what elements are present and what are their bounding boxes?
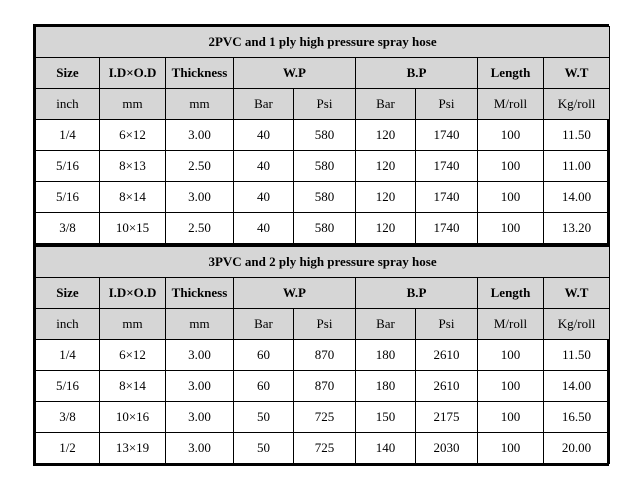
table-cell: 580 [294,213,356,245]
table-cell: 100 [478,371,544,402]
unit-cell: Bar [356,309,416,340]
table-cell: 11.50 [544,340,610,371]
unit-cell: mm [100,309,166,340]
table-cell: 60 [234,340,294,371]
table-cell: 40 [234,120,294,151]
unit-cell: Psi [294,89,356,120]
table-cell: 3.00 [166,371,234,402]
table-title: 2PVC and 1 ply high pressure spray hose [36,27,610,58]
table-title-row [36,27,610,58]
table-cell: 14.00 [544,371,610,402]
table-cell: 580 [294,120,356,151]
table-cell: 580 [294,151,356,182]
header-bp: B.P [356,58,478,89]
table-cell: 180 [356,371,416,402]
table-cell: 50 [234,402,294,433]
table-cell: 1/4 [36,120,100,151]
table-cell: 8×13 [100,151,166,182]
table-row [36,120,610,151]
table-row [36,433,610,464]
header-wt: W.T [544,278,610,309]
table-cell: 1/2 [36,433,100,464]
table-cell: 180 [356,340,416,371]
table-cell: 725 [294,402,356,433]
table-cell: 1/4 [36,340,100,371]
table-cell: 6×12 [100,120,166,151]
table-cell: 14.00 [544,182,610,213]
table-cell: 2610 [416,340,478,371]
unit-cell: mm [166,89,234,120]
table-cell: 870 [294,340,356,371]
table-cell: 10×15 [100,213,166,245]
table-row [36,340,610,371]
unit-cell: Kg/roll [544,89,610,120]
table-cell: 1740 [416,120,478,151]
table-cell: 40 [234,151,294,182]
table-cell: 725 [294,433,356,464]
table-cell: 5/16 [36,371,100,402]
header-wt: W.T [544,58,610,89]
table-cell: 100 [478,433,544,464]
table-row [36,182,610,213]
table-cell: 120 [356,213,416,245]
table-cell: 1740 [416,182,478,213]
unit-cell: Kg/roll [544,309,610,340]
table-cell: 40 [234,213,294,245]
spec-sheet-frame [33,24,609,466]
table-cell: 16.50 [544,402,610,433]
table-cell: 100 [478,151,544,182]
header-wp: W.P [234,58,356,89]
table-row [36,371,610,402]
table-cell: 100 [478,213,544,245]
table-cell: 3.00 [166,120,234,151]
spec-table-1 [35,26,610,245]
table-header-row [36,58,610,89]
spec-sheet [33,24,607,466]
unit-cell: M/roll [478,309,544,340]
header-length: Length [478,278,544,309]
table-cell: 13.20 [544,213,610,245]
table-cell: 5/16 [36,151,100,182]
table-row [36,151,610,182]
table-cell: 8×14 [100,182,166,213]
header-id-od: I.D×O.D [100,278,166,309]
table-cell: 3/8 [36,213,100,245]
header-size: Size [36,278,100,309]
header-thickness: Thickness [166,58,234,89]
header-id-od: I.D×O.D [100,58,166,89]
unit-cell: Bar [356,89,416,120]
header-size: Size [36,58,100,89]
unit-cell: mm [166,309,234,340]
unit-cell: Psi [294,309,356,340]
table-cell: 3.00 [166,182,234,213]
unit-cell: M/roll [478,89,544,120]
table-cell: 120 [356,182,416,213]
table-cell: 100 [478,340,544,371]
table-cell: 3.00 [166,402,234,433]
table-cell: 60 [234,371,294,402]
table-cell: 2175 [416,402,478,433]
table-header-row [36,278,610,309]
table-title: 3PVC and 2 ply high pressure spray hose [36,246,610,278]
unit-cell: inch [36,309,100,340]
header-wp: W.P [234,278,356,309]
table-cell: 1740 [416,151,478,182]
table-cell: 2030 [416,433,478,464]
table-cell: 6×12 [100,340,166,371]
table-cell: 3/8 [36,402,100,433]
unit-cell: Psi [416,309,478,340]
table-cell: 13×19 [100,433,166,464]
table-cell: 120 [356,120,416,151]
table-cell: 2610 [416,371,478,402]
table-cell: 10×16 [100,402,166,433]
spec-table-2 [35,245,610,464]
header-bp: B.P [356,278,478,309]
table-cell: 2.50 [166,213,234,245]
table-units-row [36,89,610,120]
table-cell: 5/16 [36,182,100,213]
table-units-row [36,309,610,340]
table-cell: 2.50 [166,151,234,182]
table-cell: 120 [356,151,416,182]
unit-cell: Bar [234,89,294,120]
header-thickness: Thickness [166,278,234,309]
unit-cell: Bar [234,309,294,340]
table-cell: 50 [234,433,294,464]
table-cell: 11.50 [544,120,610,151]
table-cell: 100 [478,402,544,433]
unit-cell: mm [100,89,166,120]
table-cell: 100 [478,120,544,151]
table-title-row [36,246,610,278]
table-cell: 140 [356,433,416,464]
unit-cell: Psi [416,89,478,120]
table-cell: 3.00 [166,433,234,464]
table-row [36,402,610,433]
header-length: Length [478,58,544,89]
table-cell: 40 [234,182,294,213]
table-row [36,213,610,245]
table-cell: 870 [294,371,356,402]
table-cell: 1740 [416,213,478,245]
unit-cell: inch [36,89,100,120]
table-cell: 11.00 [544,151,610,182]
table-cell: 3.00 [166,340,234,371]
table-cell: 150 [356,402,416,433]
table-cell: 100 [478,182,544,213]
table-cell: 20.00 [544,433,610,464]
table-cell: 580 [294,182,356,213]
table-cell: 8×14 [100,371,166,402]
